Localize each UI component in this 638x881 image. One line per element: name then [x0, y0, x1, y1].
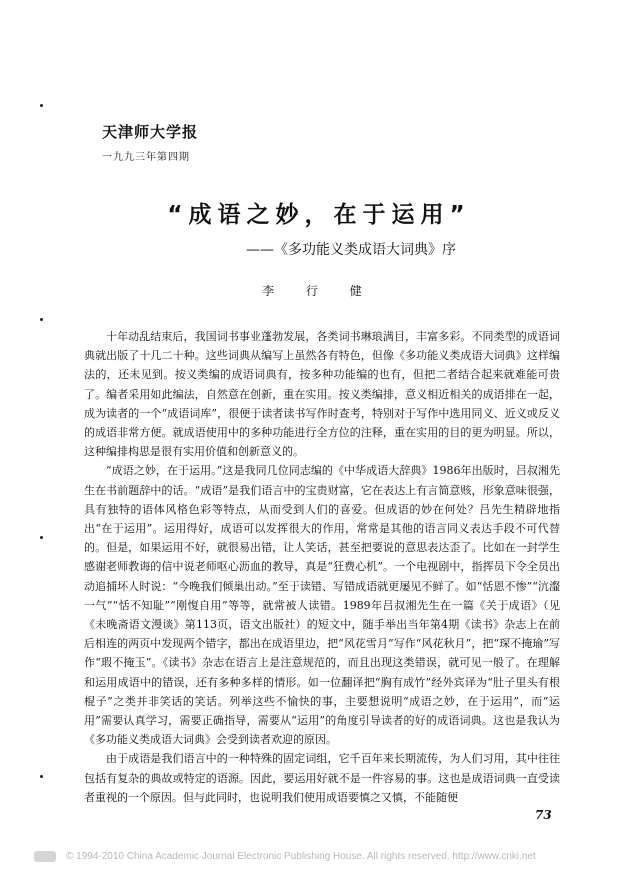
scan-mark: [40, 318, 43, 321]
scan-mark: [40, 775, 43, 778]
journal-issue: 一九九三年第四期: [102, 152, 190, 163]
page-number: 73: [535, 808, 552, 822]
scan-mark: [40, 104, 43, 107]
paragraph: 十年动乱结束后，我国词书事业蓬勃发展，各类词书琳琅满目，丰富多彩。不同类型的成语词典就出版了十几二十种。这些词典从编写上虽然各有特色，但像《多功能义类成语大词典》这样编法的，还未见到。按义类编的成语词典有，按多种功能编的也有，但把二者结合起来就难能可贵了。编者采用如此编法，自然意在创新，重在实用。按义类编排，意义相近相关的成语排在一起，成为读者的一个“成语词库”，很便于读者读书写作时查考，特别对于写作中选用同义、近义或反义的成语非常方便。就成语使用中的多种功能进行全方位的注释，重在实用的目的更为明显。所以，这种编排构思是很有实用价值和创新意义的。: [84, 330, 560, 459]
paragraph: 由于成语是我们语言中的一种特殊的固定词组，它千百年来长期流传，为人们习用，其中往往包括有复杂的典故或特定的语源。因此，要运用好就不是一件容易的事。这也是成语词典一直受读者重视的一个原因。但与此同时，也说明我们使用成语要慎之又慎，不能随便: [84, 752, 560, 804]
article-subtitle: ——《多功能义类成语大词典》序: [246, 242, 456, 258]
footer-text: © 1994-2010 China Academic Journal Electronic Publishing House. All rights reserved. http://www.cnki.net: [66, 851, 536, 863]
paragraph: “成语之妙，在于运用。”这是我同几位同志编的《中华成语大辞典》1986年出版时，吕叔湘先生在书前题辞中的话。“成语”是我们语言中的宝贵财富，它在表达上有言简意赅，形象意味很强，具有独特的语体风格色彩等特点，从而受到人们的喜爱。但成语的妙在何处？吕先生精辟地指出“在于运用”。运用得好，成语可以发挥很大的作用，常常是其他的语言同义表达手段不可代替的。但是，如果运用不好，就很易出错，让人笑话，甚至把要说的意思表达歪了。比如在一封学生感谢老师教诲的信中说老师呕心沥血的教导，真是“狂费心机”。一个电视剧中，指挥员下令全员出动追捕坏人时说：“今晚我们倾巢出动。”至于读错、写错成语就更屡见不鲜了。如“恬恩不惨”“沆瀣一气”“恬不知耻”“刚愎自用”等等，就常被人读错。1989年吕叔湘先生在一篇《关于成语》（见《未晚斋语文漫谈》第113页，语文出版社）的短文中，随手举出当年第4期《读书》杂志上在前后相连的两页中发现两个错字，都出在成语里边，把“风花雪月”写作“风花秋月”，把“琛不掩瑜”写作“瑕不掩玉”。《读书》杂志在语言上是注意规范的，而且出现这类错误，就可见一般了。在理解和运用成语中的错误，还有多种多样的情形。如一位翻译把“胸有成竹”经外宾译为“肚子里头有根棍子”之类并非笑话的笑话。列举这些不愉快的事，主要想说明“成语之妙，在于运用”，而“运用”需要认真学习，需要正确指导，需要从“运用”的角度引导读者的好的成语词典。这也是我认为《多功能义类成语大词典》会受到读者欢迎的原因。: [84, 464, 560, 747]
scan-mark: [40, 536, 43, 539]
journal-name: 天津师大学报: [102, 123, 199, 141]
article-body: [84, 327, 560, 807]
footer: [34, 851, 614, 862]
article-title: “成语之妙，在于运用”: [167, 202, 471, 228]
cnki-logo-icon: [34, 851, 56, 862]
article-author: 李 行 健: [262, 284, 376, 298]
